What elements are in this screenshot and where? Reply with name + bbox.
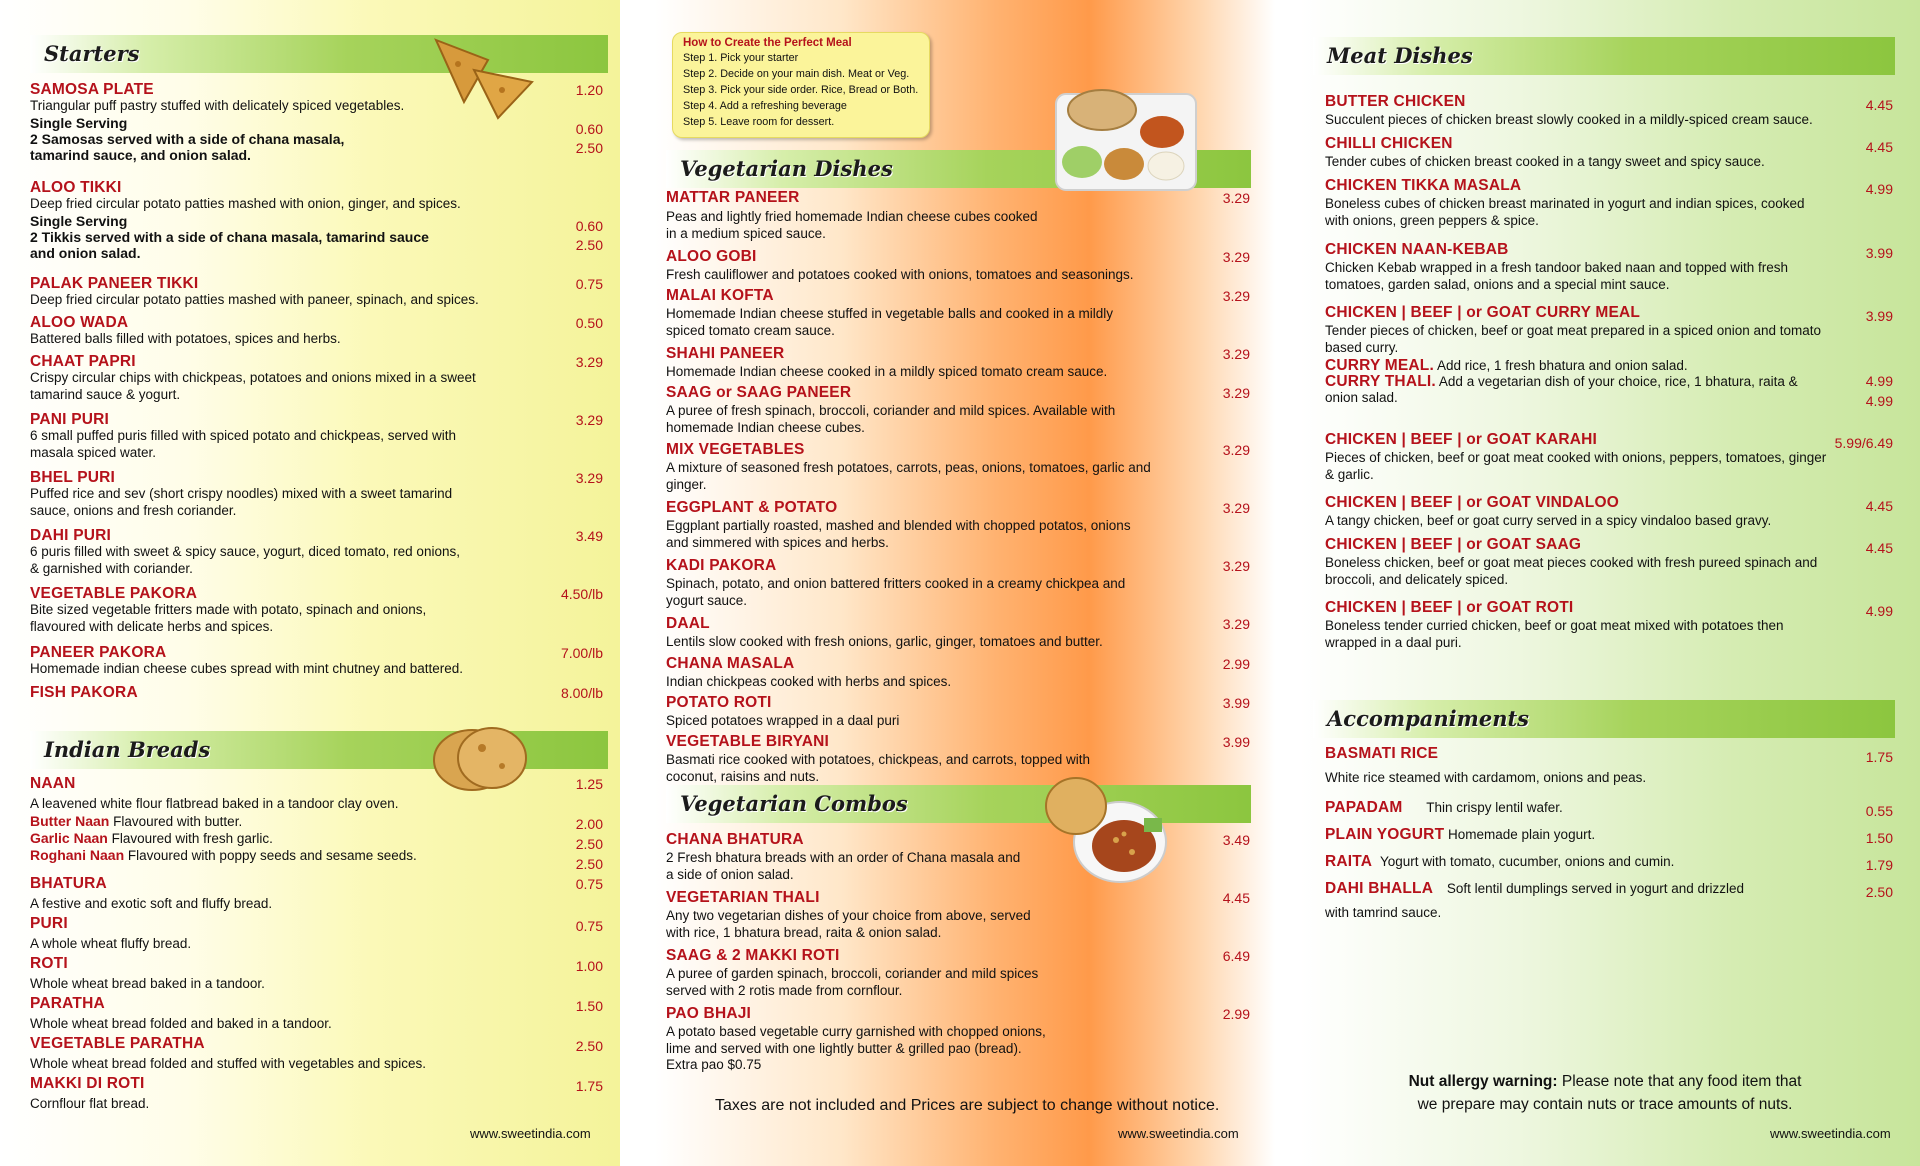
item-price: 0.55 bbox=[1865, 803, 1893, 819]
allergy-text: Please note that any food item that bbox=[1561, 1073, 1802, 1090]
item-desc: Triangular puff pastry stuffed with delicately spiced vegetables. bbox=[30, 98, 405, 113]
item-desc: Flavoured with butter. bbox=[113, 813, 243, 829]
item-desc: Flavoured with poppy seeds and sesame seeds. bbox=[127, 847, 417, 863]
item-desc: based curry. bbox=[1325, 339, 1399, 355]
item-desc: A puree of fresh spinach, broccoli, coriander and mild spices. Available with bbox=[666, 403, 1116, 418]
item-name: PARATHA bbox=[30, 995, 105, 1012]
item-price: 4.45 bbox=[1865, 139, 1893, 155]
menu-item-puri bbox=[30, 916, 550, 953]
menu-item-pao-bhaji bbox=[666, 1006, 1146, 1074]
item-name: VEGETABLE PARATHA bbox=[30, 1035, 205, 1052]
item-name: DAAL bbox=[666, 615, 710, 632]
menu-item-vindaloo bbox=[1325, 495, 1845, 530]
item-name: CHICKEN | BEEF | or GOAT ROTI bbox=[1325, 599, 1574, 616]
menu-item-paneer-pakora bbox=[30, 645, 550, 678]
item-desc: Whole wheat bread folded and baked in a tandoor. bbox=[30, 1016, 332, 1031]
menu-item-karahi bbox=[1325, 432, 1845, 483]
item-desc: A festive and exotic soft and fluffy bread. bbox=[30, 896, 273, 911]
menu-item-potato-roti bbox=[666, 695, 1196, 730]
menu-item-eggplant-potato bbox=[666, 500, 1196, 551]
menu-item-vegetable-pakora bbox=[30, 586, 550, 635]
item-price: 3.29 bbox=[1222, 500, 1250, 516]
item-sub: Single Serving bbox=[30, 212, 128, 229]
item-name: VEGETARIAN THALI bbox=[666, 889, 820, 906]
item-name: MIX VEGETABLES bbox=[666, 441, 805, 458]
item-price: 1.75 bbox=[575, 1078, 603, 1094]
item-name: MATTAR PANEER bbox=[666, 189, 800, 206]
item-desc: tamarind sauce & yogurt. bbox=[30, 386, 181, 402]
item-price: 3.29 bbox=[1222, 616, 1250, 632]
item-price: 1.00 bbox=[575, 958, 603, 974]
step-1: Step 1. Pick your starter bbox=[683, 52, 799, 64]
item-desc: broccoli, and delicately spiced. bbox=[1325, 571, 1509, 587]
item-price: 0.60 bbox=[575, 121, 603, 137]
item-desc: A tangy chicken, beef or goat curry served in a spicy vindaloo based gravy. bbox=[1325, 513, 1772, 528]
item-price: 2.50 bbox=[575, 1038, 603, 1054]
item-name: BHEL PURI bbox=[30, 469, 116, 486]
item-desc: A potato based vegetable curry garnished with chopped onions, bbox=[666, 1024, 1046, 1039]
item-sub: 2 Tikkis served with a side of chana masala, tamarind sauce bbox=[30, 228, 429, 245]
item-name: CHICKEN | BEEF | or GOAT KARAHI bbox=[1325, 431, 1598, 448]
item-price: 3.49 bbox=[1222, 832, 1250, 848]
item-desc: tomatoes, garden salad, onions and a special mint sauce. bbox=[1325, 276, 1670, 292]
item-desc: onion salad. bbox=[1325, 390, 1398, 405]
item-desc: ginger. bbox=[666, 476, 707, 492]
step-3: Step 3. Pick your side order. Rice, Bread or Both. bbox=[683, 84, 919, 96]
item-desc: Succulent pieces of chicken breast slowly cooked in a mildly-spiced cream sauce. bbox=[1325, 112, 1813, 127]
item-name: VEGETABLE PAKORA bbox=[30, 585, 198, 602]
item-desc: Bite sized vegetable fritters made with potato, spinach and onions, bbox=[30, 602, 427, 617]
item-sub: 2 Samosas served with a side of chana masala, bbox=[30, 130, 345, 147]
item-price: 1.25 bbox=[575, 776, 603, 792]
item-price: 3.29 bbox=[1222, 249, 1250, 265]
item-desc: Cornflour flat bread. bbox=[30, 1096, 150, 1111]
menu-item-chilli-chicken bbox=[1325, 136, 1845, 171]
item-name: PAO BHAJI bbox=[666, 1005, 752, 1022]
item-price: 3.29 bbox=[1222, 288, 1250, 304]
item-desc: A leavened white flour flatbread baked in a tandoor clay oven. bbox=[30, 796, 399, 811]
item-price: 4.99 bbox=[1865, 603, 1893, 619]
item-price: 0.75 bbox=[575, 876, 603, 892]
menu-item-mattar-paneer bbox=[666, 190, 1186, 242]
item-desc: Soft lentil dumplings served in yogurt and drizzled bbox=[1446, 881, 1745, 896]
item-price: 2.50 bbox=[575, 856, 603, 872]
combos-title: Vegetarian Combos bbox=[680, 791, 908, 816]
item-price: 4.45 bbox=[1865, 97, 1893, 113]
item-name: BASMATI RICE bbox=[1325, 745, 1439, 762]
item-name: SAAG & 2 MAKKI ROTI bbox=[666, 947, 840, 964]
item-desc: Any two vegetarian dishes of your choice from above, served bbox=[666, 908, 1031, 923]
item-name: VEGETABLE BIRYANI bbox=[666, 733, 830, 750]
item-price: 2.50 bbox=[1865, 884, 1893, 900]
menu-item-saag-paneer bbox=[666, 385, 1196, 436]
item-name: POTATO ROTI bbox=[666, 694, 772, 711]
website-url[interactable]: www.sweetindia.com bbox=[1118, 1126, 1239, 1141]
item-desc: Crispy circular chips with chickpeas, potatoes and onions mixed in a sweet bbox=[30, 370, 476, 385]
menu-item-naan bbox=[30, 776, 550, 864]
item-price: 3.29 bbox=[575, 412, 603, 428]
item-desc: Whole wheat bread folded and stuffed with vegetables and spices. bbox=[30, 1056, 427, 1071]
menu-item-kadi-pakora bbox=[666, 558, 1196, 609]
item-desc: Puffed rice and sev (short crispy noodles) mixed with a sweet tamarind bbox=[30, 486, 453, 501]
item-desc: Tender cubes of chicken breast cooked in a tangy sweet and spicy sauce. bbox=[1325, 154, 1765, 169]
meat-title: Meat Dishes bbox=[1327, 43, 1473, 68]
menu-item-bhatura bbox=[30, 876, 550, 913]
item-name: PLAIN YOGURT bbox=[1325, 826, 1445, 843]
item-price: 3.29 bbox=[1222, 385, 1250, 401]
item-price: 4.99 bbox=[1865, 373, 1893, 389]
item-price: 8.00/lb bbox=[560, 685, 603, 701]
item-price: 4.99 bbox=[1865, 181, 1893, 197]
item-name: CURRY THALI. bbox=[1325, 373, 1436, 390]
menu-item-aloo-wada bbox=[30, 315, 550, 348]
menu-item-chana-masala bbox=[666, 656, 1196, 691]
menu-item-plain-yogurt bbox=[1325, 827, 1845, 843]
menu-item-chicken-naan-kebab bbox=[1325, 242, 1845, 293]
menu-item-pani-puri bbox=[30, 412, 550, 461]
item-desc: Homemade Indian cheese stuffed in vegetable balls and cooked in a mildly bbox=[666, 306, 1114, 321]
menu-item-basmati-rice bbox=[1325, 746, 1845, 787]
item-name: Butter Naan bbox=[30, 812, 110, 829]
item-desc: Whole wheat bread baked in a tandoor. bbox=[30, 976, 265, 991]
website-url[interactable]: www.sweetindia.com bbox=[470, 1126, 591, 1141]
website-url[interactable]: www.sweetindia.com bbox=[1770, 1126, 1891, 1141]
item-desc: Homemade indian cheese cubes spread with mint chutney and battered. bbox=[30, 661, 464, 676]
item-desc: with tamrind sauce. bbox=[1325, 905, 1442, 920]
item-desc: Lentils slow cooked with fresh onions, garlic, ginger, tomatoes and butter. bbox=[666, 634, 1103, 649]
item-name: ALOO GOBI bbox=[666, 248, 757, 265]
menu-item-meat-roti bbox=[1325, 600, 1845, 651]
menu-item-saag-makki-roti bbox=[666, 948, 1146, 999]
breads-title: Indian Breads bbox=[44, 737, 211, 762]
item-price: 6.49 bbox=[1222, 948, 1250, 964]
item-desc: sauce, onions and fresh coriander. bbox=[30, 502, 237, 518]
step-4: Step 4. Add a refreshing beverage bbox=[683, 100, 847, 112]
item-desc: Boneless tender curried chicken, beef or goat meat mixed with potatoes then bbox=[1325, 618, 1784, 633]
item-name: KADI PAKORA bbox=[666, 557, 777, 574]
item-price: 1.20 bbox=[575, 82, 603, 98]
item-desc: coconut, raisins and nuts. bbox=[666, 768, 820, 784]
item-price: 3.29 bbox=[1222, 558, 1250, 574]
step-2: Step 2. Decide on your main dish. Meat or Veg. bbox=[683, 68, 910, 80]
menu-item-malai-kofta bbox=[666, 288, 1186, 339]
item-price: 2.99 bbox=[1222, 1006, 1250, 1022]
menu-item-fish-pakora bbox=[30, 685, 550, 701]
item-desc: Extra pao $0.75 bbox=[666, 1057, 762, 1072]
item-desc: lime and served with one lightly butter & grilled pao (bread). bbox=[666, 1040, 1022, 1056]
menu-item-dahi-bhalla bbox=[1325, 881, 1845, 922]
item-name: PANEER PAKORA bbox=[30, 644, 167, 661]
item-name: FISH PAKORA bbox=[30, 684, 138, 701]
item-desc: Basmati rice cooked with potatoes, chickpeas, and carrots, topped with bbox=[666, 752, 1090, 767]
menu-item-makki-di-roti bbox=[30, 1076, 550, 1113]
item-desc: with rice, 1 bhatura bread, raita & onion salad. bbox=[666, 924, 942, 940]
item-name: RAITA bbox=[1325, 853, 1373, 870]
item-name: BHATURA bbox=[30, 875, 107, 892]
item-desc: & garlic. bbox=[1325, 466, 1374, 482]
item-name: PURI bbox=[30, 915, 68, 932]
item-price: 2.50 bbox=[575, 836, 603, 852]
item-name: CHICKEN TIKKA MASALA bbox=[1325, 177, 1522, 194]
item-desc: White rice steamed with cardamom, onions and peas. bbox=[1325, 770, 1647, 785]
item-name: CHICKEN | BEEF | or GOAT CURRY MEAL bbox=[1325, 304, 1641, 321]
menu-item-papadam bbox=[1325, 800, 1845, 816]
item-name: BUTTER CHICKEN bbox=[1325, 93, 1466, 110]
item-name: CHANA MASALA bbox=[666, 655, 795, 672]
item-price: 4.45 bbox=[1865, 540, 1893, 556]
menu-item-mix-vegetables bbox=[666, 442, 1196, 493]
item-name: PANI PURI bbox=[30, 411, 110, 428]
item-price: 3.49 bbox=[575, 528, 603, 544]
item-desc: Flavoured with fresh garlic. bbox=[111, 830, 273, 846]
item-desc: 6 small puffed puris filled with spiced potato and chickpeas, served with bbox=[30, 428, 456, 443]
item-name: ALOO WADA bbox=[30, 314, 129, 331]
item-name: PAPADAM bbox=[1325, 799, 1403, 816]
item-name: PALAK PANEER TIKKI bbox=[30, 275, 199, 292]
item-desc: Battered balls filled with potatoes, spices and herbs. bbox=[30, 331, 341, 346]
menu-item-daal bbox=[666, 616, 1196, 651]
item-desc: Thin crispy lentil wafer. bbox=[1426, 800, 1563, 815]
item-name: CHAAT PAPRI bbox=[30, 353, 136, 370]
item-name: SHAHI PANEER bbox=[666, 345, 785, 362]
item-desc: flavoured with delicate herbs and spices. bbox=[30, 618, 274, 634]
menu-item-raita bbox=[1325, 854, 1845, 870]
item-desc: 6 puris filled with sweet & spicy sauce, yogurt, diced tomato, red onions, bbox=[30, 544, 460, 559]
item-name: CHANA BHATURA bbox=[666, 831, 804, 848]
item-price: 1.50 bbox=[575, 998, 603, 1014]
item-name: Roghani Naan bbox=[30, 846, 125, 863]
menu-item-shahi-paneer bbox=[666, 346, 1186, 381]
menu-item-chicken-tikka-masala bbox=[1325, 178, 1845, 229]
item-desc: Homemade Indian cheese cooked in a mildly spiced tomato cream sauce. bbox=[666, 364, 1108, 379]
item-price: 4.99 bbox=[1865, 393, 1893, 409]
steps-box bbox=[672, 32, 930, 138]
item-desc: Indian chickpeas cooked with herbs and spices. bbox=[666, 674, 952, 689]
thali-plate-image bbox=[1052, 80, 1202, 200]
item-desc: served with 2 rotis made from cornflour. bbox=[666, 982, 903, 998]
item-desc: wrapped in a daal puri. bbox=[1325, 634, 1462, 650]
item-desc: A whole wheat fluffy bread. bbox=[30, 936, 192, 951]
item-desc: Boneless cubes of chicken breast marinated in yogurt and indian spices, cooked bbox=[1325, 196, 1805, 211]
item-price: 4.50/lb bbox=[560, 586, 603, 602]
item-name: Garlic Naan bbox=[30, 829, 108, 846]
item-desc: A mixture of seasoned fresh potatoes, carrots, peas, onions, tomatoes, garlic and bbox=[666, 460, 1151, 475]
menu-item-paratha bbox=[30, 996, 550, 1033]
item-desc: Fresh cauliflower and potatoes cooked with onions, tomatoes and seasonings. bbox=[666, 267, 1134, 282]
item-price: 0.75 bbox=[575, 918, 603, 934]
item-sub: Single Serving bbox=[30, 114, 128, 131]
item-desc: Chicken Kebab wrapped in a fresh tandoor baked naan and topped with fresh bbox=[1325, 260, 1789, 275]
item-price: 1.50 bbox=[1865, 830, 1893, 846]
item-name: MAKKI DI ROTI bbox=[30, 1075, 145, 1092]
item-desc: Spiced potatoes wrapped in a daal puri bbox=[666, 713, 900, 728]
item-desc: in a medium spiced sauce. bbox=[666, 225, 826, 241]
item-name: NAAN bbox=[30, 775, 76, 792]
menu-item-roti bbox=[30, 956, 550, 993]
item-name: DAHI BHALLA bbox=[1325, 880, 1434, 897]
item-price: 7.00/lb bbox=[560, 645, 603, 661]
item-price: 0.75 bbox=[575, 276, 603, 292]
item-name: CURRY MEAL. bbox=[1325, 357, 1434, 374]
menu-item-curry-meal bbox=[1325, 305, 1845, 407]
item-name: CHICKEN NAAN-KEBAB bbox=[1325, 241, 1509, 258]
starters-title: Starters bbox=[44, 41, 140, 66]
item-price: 2.50 bbox=[575, 237, 603, 253]
item-price: 3.29 bbox=[1222, 190, 1250, 206]
item-desc: Boneless chicken, beef or goat meat pieces cooked with fresh pureed spinach and bbox=[1325, 555, 1818, 570]
item-desc: Yogurt with tomato, cucumber, onions and cumin. bbox=[1379, 854, 1675, 869]
item-price: 1.75 bbox=[1865, 749, 1893, 765]
item-sub: tamarind sauce, and onion salad. bbox=[30, 146, 251, 163]
menu-item-meat-saag bbox=[1325, 537, 1845, 588]
item-name: MALAI KOFTA bbox=[666, 287, 774, 304]
item-sub: and onion salad. bbox=[30, 244, 141, 261]
item-price: 3.29 bbox=[1222, 346, 1250, 362]
item-desc: spiced tomato cream sauce. bbox=[666, 322, 835, 338]
item-desc: and simmered with spices and herbs. bbox=[666, 534, 889, 550]
item-price: 4.45 bbox=[1222, 890, 1250, 906]
menu-item-butter-chicken bbox=[1325, 94, 1845, 129]
item-desc: Add rice, 1 fresh bhatura and onion salad. bbox=[1437, 358, 1688, 373]
menu-item-vegetarian-thali bbox=[666, 890, 1146, 941]
menu-item-samosa bbox=[30, 82, 470, 163]
item-price: 0.50 bbox=[575, 315, 603, 331]
menu-item-aloo-tikki bbox=[30, 180, 550, 261]
menu-item-bhel-puri bbox=[30, 470, 550, 519]
item-name: CHICKEN | BEEF | or GOAT VINDALOO bbox=[1325, 494, 1619, 511]
meat-banner bbox=[1313, 37, 1895, 75]
step-5: Step 5. Leave room for dessert. bbox=[683, 116, 835, 128]
menu-item-dahi-puri bbox=[30, 528, 550, 577]
item-name: CHICKEN | BEEF | or GOAT SAAG bbox=[1325, 536, 1582, 553]
accompaniments-title: Accompaniments bbox=[1327, 706, 1530, 731]
nut-allergy-warning bbox=[1355, 1070, 1855, 1116]
item-price: 5.99/6.49 bbox=[1834, 435, 1893, 451]
item-price: 2.00 bbox=[575, 816, 603, 832]
item-name: DAHI PURI bbox=[30, 527, 112, 544]
item-desc: Eggplant partially roasted, mashed and blended with chopped potatos, onions bbox=[666, 518, 1131, 533]
item-price: 3.99 bbox=[1222, 695, 1250, 711]
item-desc: Pieces of chicken, beef or goat meat cooked with onions, peppers, tomatoes, ginger bbox=[1325, 450, 1827, 465]
item-price: 2.99 bbox=[1222, 656, 1250, 672]
vegetarian-title: Vegetarian Dishes bbox=[680, 156, 893, 181]
item-desc: Peas and lightly fried homemade Indian cheese cubes cooked bbox=[666, 209, 1038, 224]
item-price: 3.29 bbox=[575, 470, 603, 486]
item-name: SAAG or SAAG PANEER bbox=[666, 384, 852, 401]
item-desc: A puree of garden spinach, broccoli, coriander and mild spices bbox=[666, 966, 1039, 981]
item-price: 3.99 bbox=[1222, 734, 1250, 750]
item-desc: Tender pieces of chicken, beef or goat meat prepared in a spiced onion and tomato bbox=[1325, 323, 1822, 338]
item-desc: 2 Fresh bhatura breads with an order of Chana masala and bbox=[666, 850, 1021, 865]
item-desc: Deep fried circular potato patties mashed with onion, ginger, and spices. bbox=[30, 196, 461, 211]
item-price: 4.45 bbox=[1865, 498, 1893, 514]
item-price: 0.60 bbox=[575, 218, 603, 234]
item-desc: masala spiced water. bbox=[30, 444, 157, 460]
item-desc: Add a vegetarian dish of your choice, rice, 1 bhatura, raita & bbox=[1438, 374, 1798, 389]
item-desc: Spinach, potato, and onion battered fritters cooked in a creamy chickpea and bbox=[666, 576, 1126, 591]
item-desc: homemade Indian cheese cubes. bbox=[666, 419, 865, 435]
item-price: 2.50 bbox=[575, 140, 603, 156]
item-price: 3.99 bbox=[1865, 245, 1893, 261]
menu-item-vegetable-paratha bbox=[30, 1036, 550, 1073]
tax-notice: Taxes are not included and Prices are subject to change without notice. bbox=[715, 1097, 1220, 1114]
item-name: ALOO TIKKI bbox=[30, 179, 122, 196]
item-name: SAMOSA PLATE bbox=[30, 81, 154, 98]
allergy-text: we prepare may contain nuts or trace amounts of nuts. bbox=[1417, 1096, 1793, 1113]
item-name: ROTI bbox=[30, 955, 68, 972]
item-name: CHILLI CHICKEN bbox=[1325, 135, 1453, 152]
menu-item-chana-bhatura bbox=[666, 832, 1106, 883]
item-price: 3.29 bbox=[1222, 442, 1250, 458]
item-desc: & garnished with coriander. bbox=[30, 560, 193, 576]
menu-item-aloo-gobi bbox=[666, 249, 1196, 284]
item-name: EGGPLANT & POTATO bbox=[666, 499, 838, 516]
item-price: 3.29 bbox=[575, 354, 603, 370]
item-desc: with onions, green peppers & spice. bbox=[1325, 212, 1539, 228]
menu-item-palak-paneer-tikki bbox=[30, 276, 550, 309]
item-price: 3.99 bbox=[1865, 308, 1893, 324]
menu-item-chaat-papri bbox=[30, 354, 550, 403]
item-desc: a side of onion salad. bbox=[666, 866, 794, 882]
item-desc: yogurt sauce. bbox=[666, 592, 748, 608]
allergy-label: Nut allergy warning: bbox=[1408, 1073, 1558, 1090]
item-desc: Homemade plain yogurt. bbox=[1448, 827, 1596, 842]
item-desc: Deep fried circular potato patties mashed with paneer, spinach, and spices. bbox=[30, 292, 479, 307]
accompaniments-banner bbox=[1313, 700, 1895, 738]
item-price: 1.79 bbox=[1865, 857, 1893, 873]
steps-title: How to Create the Perfect Meal bbox=[683, 37, 852, 49]
